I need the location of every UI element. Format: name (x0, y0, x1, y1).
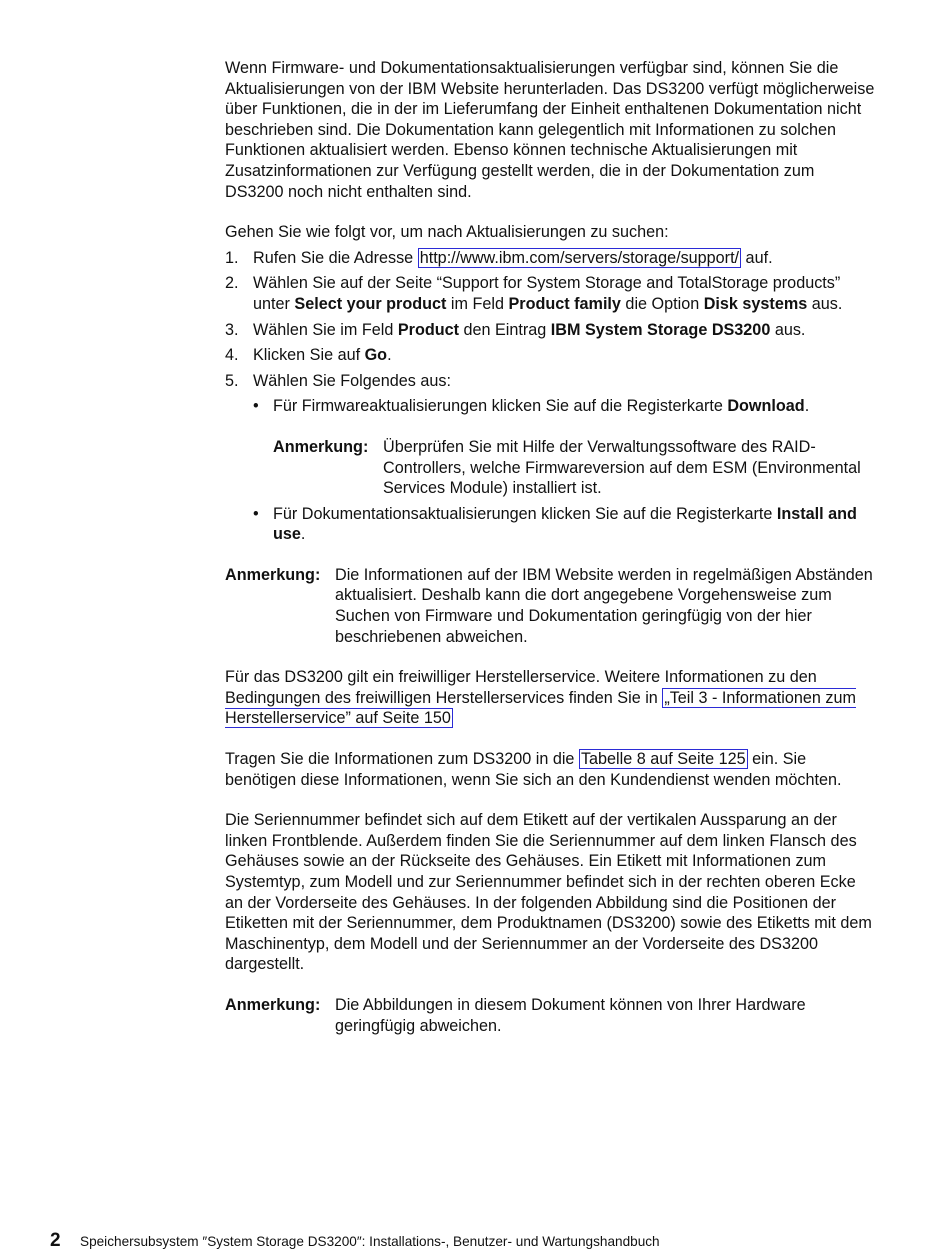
note-label: Anmerkung: (225, 565, 321, 584)
step-number: 4. (225, 346, 239, 365)
footer-title: Speichersubsystem ″System Storage DS3200″: Installations-, Benutzer- und Wartungshandbuch (80, 1234, 660, 1249)
step-2 (225, 273, 875, 314)
page-footer (50, 1231, 910, 1253)
step-text: Rufen Sie die Adresse (253, 248, 418, 267)
step-bold-text: Product (397, 320, 459, 339)
website-note (225, 565, 875, 647)
step-text: im Feld (446, 294, 509, 313)
herstellerservice-link[interactable]: „Teil 3 - Informationen zum Herstellerservice” auf Seite 150 (225, 688, 856, 728)
step-number: 3. (225, 320, 239, 339)
table-8-link[interactable]: Tabelle 8 auf Seite 125 (580, 750, 746, 769)
step-number: 2. (225, 274, 239, 293)
steps-list (225, 248, 875, 545)
bullet-documentation (253, 504, 875, 545)
step-text: Wählen Sie im Feld (253, 320, 398, 339)
service-paragraph (225, 667, 875, 729)
step-bold-text: Go (364, 346, 388, 365)
table-ref-text: ein. Sie benötigen diese Informationen, wenn Sie sich an den Kundendienst wenden möchten. (225, 750, 842, 789)
table-ref-paragraph (225, 749, 875, 790)
step-bold-text: Product family (508, 294, 621, 313)
step-4 (225, 345, 875, 366)
bullet-firmware (253, 396, 875, 498)
bullet-bold-text: Download (727, 397, 805, 416)
bullet-text: Für Dokumentationsaktualisierungen klicken Sie auf die Registerkarte (273, 504, 777, 523)
step-text: . (387, 346, 392, 365)
bullet-dot: • (253, 504, 259, 523)
step-number: 5. (225, 371, 239, 390)
note-label: Anmerkung: (273, 437, 369, 456)
table-ref-text: Tragen Sie die Informationen zum DS3200 in die (225, 750, 579, 769)
step-text: den Eintrag (459, 320, 551, 339)
step-number: 1. (225, 248, 239, 267)
page-content (225, 58, 875, 1036)
note-label: Anmerkung: (225, 995, 321, 1014)
bullet-text: . (300, 525, 306, 544)
step-text: aus. (770, 320, 806, 339)
bullet-list (253, 396, 875, 545)
step-text: auf. (741, 248, 773, 267)
step-3 (225, 320, 875, 341)
note-text: Die Informationen auf der IBM Website werden in regelmäßigen Abständen aktualisiert. Deshalb kann die dort angegebene Vorgehensweise zum Suchen von Firmware und Dokumentation geringfügig von der hier beschriebenen abweichen. (335, 565, 873, 646)
ibm-support-link[interactable]: http://www.ibm.com/servers/storage/support/ (419, 248, 740, 267)
service-text: Für das DS3200 gilt ein freiwilliger Herstellerservice. Weitere Informationen zu den Bedingungen des freiwilligen Herstellerservices finden Sie in (225, 668, 817, 707)
step-1 (225, 248, 875, 269)
step-5 (225, 371, 875, 545)
bullet-text: . (804, 397, 810, 416)
bullet-text: Für Firmwareaktualisierungen klicken Sie auf die Registerkarte (273, 397, 728, 416)
step-bold-text: Disk systems (703, 294, 808, 313)
step-text: Wählen Sie Folgendes aus: (253, 371, 451, 390)
step-text: Klicken Sie auf (253, 346, 365, 365)
illustration-note (225, 995, 875, 1036)
step-text: Wählen Sie auf der Seite “Support for System Storage and TotalStorage products” unter (253, 274, 841, 313)
step-bold-text: Select your product (294, 294, 447, 313)
steps-intro: Gehen Sie wie folgt vor, um nach Aktualisierungen zu suchen: (225, 223, 669, 242)
note-text: Die Abbildungen in diesem Dokument können von Ihrer Hardware geringfügig abweichen. (335, 995, 806, 1035)
intro-paragraph: Wenn Firmware- und Dokumentationsaktualisierungen verfügbar sind, können Sie die Aktualisierungen von der IBM Website herunterladen. Das DS3200 verfügt möglicherweise über Funktionen, die in der im Lieferumfang der Einheit enthaltenen Dokumentation nicht beschrieben sind. Die Dokumentation kann gelegentlich mit Informationen zu solchen Funktionen aktualisiert werden. Ebenso können technische Aktualisierungen mit Zusatzinformationen zur Verfügung gestellt werden, die in der Dokumentation zum DS3200 noch nicht enthalten sind. (225, 59, 875, 201)
firmware-note (273, 437, 875, 499)
serial-paragraph: Die Seriennummer befindet sich auf dem Etikett auf der vertikalen Aussparung an der linken Frontblende. Außerdem finden Sie die Seriennummer auf dem linken Flansch des Gehäuses sowie an der Rückseite des Gehäuses. Ein Etikett mit Informationen zum Systemtyp, zum Modell und zur Seriennummer befindet sich in der rechten oberen Ecke an der Vorderseite des Gehäuses. In der folgenden Abbildung sind die Positionen der Etiketten mit der Seriennummer, dem Produktnamen (DS3200) sowie des Etiketts mit dem Maschinentyp, dem Modell und der Seriennummer an der Vorderseite des DS3200 dargestellt. (225, 811, 872, 974)
step-text: die Option (620, 294, 704, 313)
note-text: Überprüfen Sie mit Hilfe der Verwaltungssoftware des RAID-Controllers, welche Firmwareversion auf dem ESM (Environmental Services Module) installiert ist. (383, 437, 861, 498)
page-number: 2 (50, 1230, 61, 1251)
step-text: aus. (807, 294, 843, 313)
step-bold-text: IBM System Storage DS3200 (550, 320, 771, 339)
bullet-bold-text: Install and use (273, 504, 857, 544)
bullet-dot: • (253, 397, 259, 416)
